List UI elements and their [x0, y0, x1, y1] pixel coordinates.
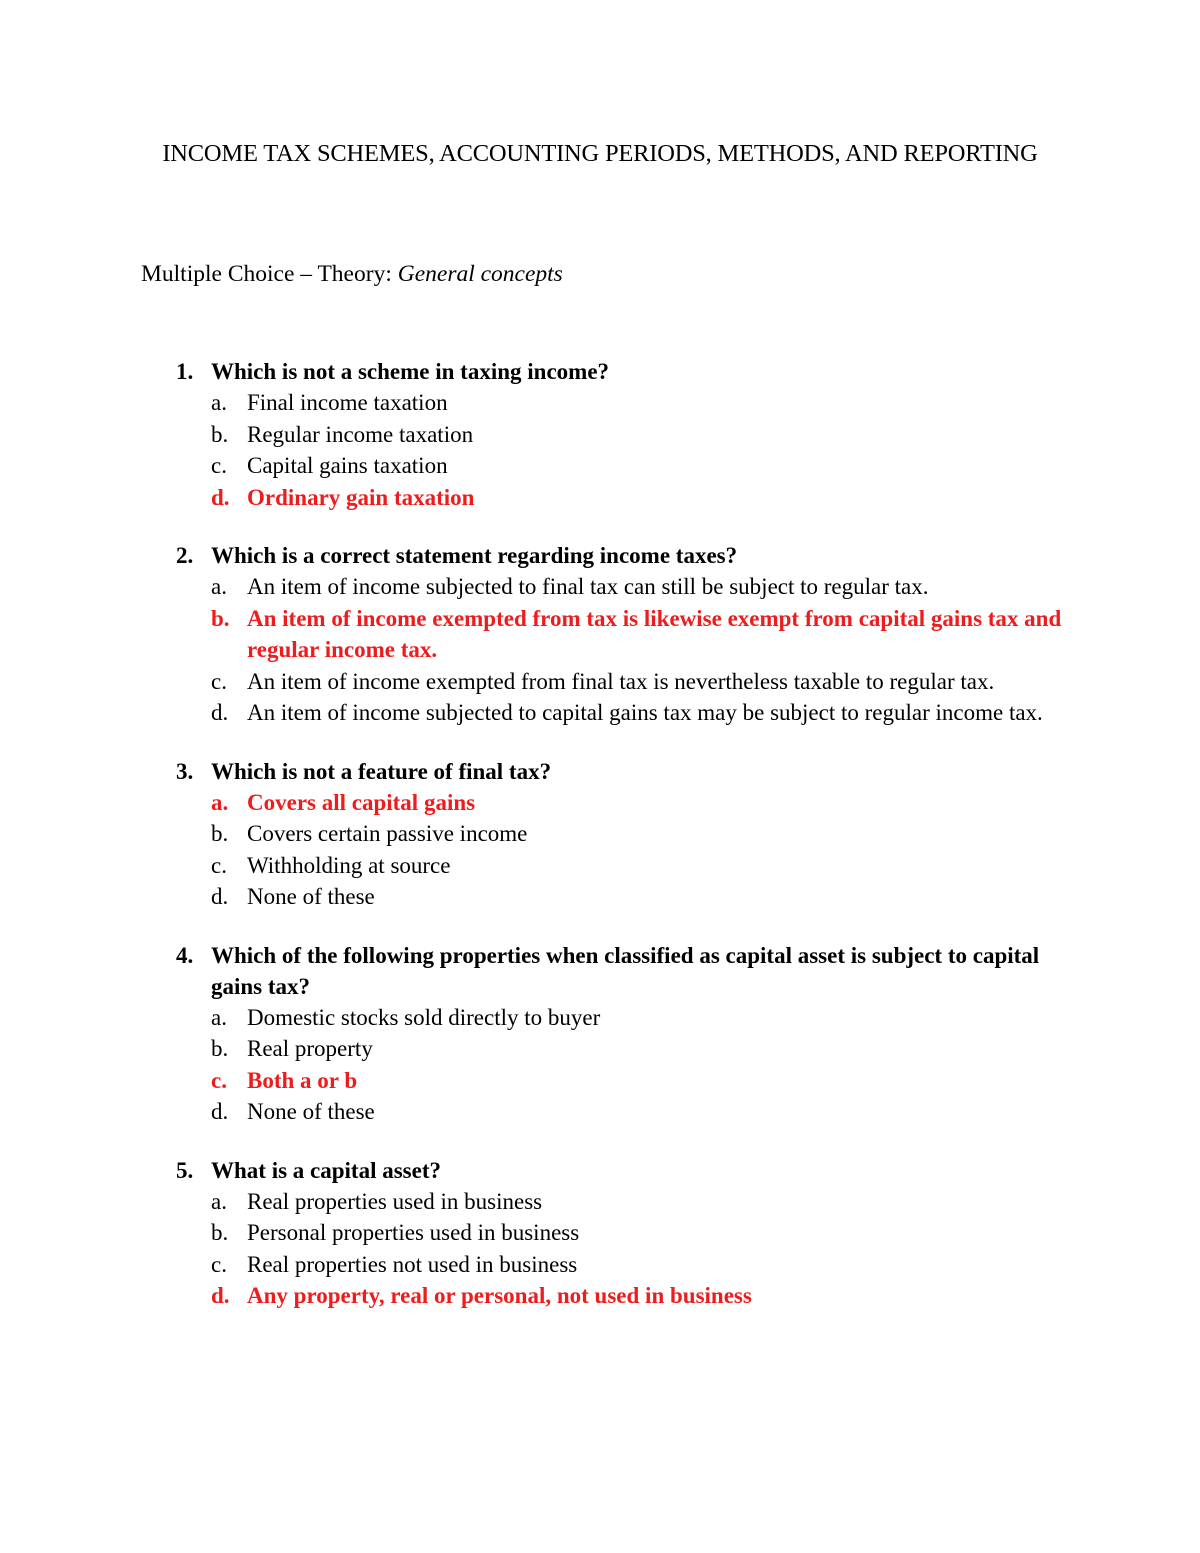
choice-text: Personal properties used in business [247, 1220, 580, 1245]
answer-choice [211, 1186, 1066, 1218]
choice-list [211, 387, 1066, 513]
choice-text: Covers certain passive income [247, 821, 528, 846]
choice-text: Domestic stocks sold directly to buyer [247, 1004, 601, 1030]
choice-text: Withholding at source [247, 852, 451, 878]
correct-answer-choice [211, 1280, 1066, 1312]
choice-text: Real properties used in business [247, 1188, 543, 1214]
answer-choice [211, 818, 1066, 850]
answer-choice [211, 1249, 1066, 1281]
document-title: INCOME TAX SCHEMES, ACCOUNTING PERIODS, METHODS, AND REPORTING [162, 140, 1038, 167]
choice-letter: a. [211, 789, 229, 815]
choice-list [211, 787, 1066, 913]
question-text: What is a capital asset? [211, 1157, 441, 1183]
answer-choice [211, 387, 1066, 419]
choice-letter: d. [211, 1283, 230, 1308]
answer-choice [211, 697, 1066, 729]
choice-letter: c. [211, 453, 227, 478]
choice-letter: b. [211, 605, 230, 631]
question-stem [176, 356, 1066, 387]
answer-choice [211, 1002, 1066, 1034]
choice-letter: b. [211, 1036, 229, 1061]
answer-choice [211, 419, 1066, 451]
choice-letter: d. [211, 884, 229, 909]
choice-text: Any property, real or personal, not used in business [247, 1283, 752, 1308]
choice-list [211, 571, 1066, 729]
choice-text: Covers all capital gains [247, 789, 476, 815]
choice-text: Real property [247, 1036, 373, 1061]
choice-letter: a. [211, 1188, 227, 1214]
question-list [176, 356, 1066, 1339]
question-text: Which is not a scheme in taxing income? [211, 359, 610, 384]
choice-letter: b. [211, 1220, 229, 1245]
choice-text: Real properties not used in business [247, 1251, 578, 1277]
question-text: Which is a correct statement regarding income taxes? [211, 543, 738, 568]
question-text: Which of the following properties when classified as capital asset is subject to capital gains tax? [211, 942, 1040, 999]
choice-text: An item of income exempted from final tax is nevertheless taxable to regular tax. [247, 668, 995, 694]
question-number: 2. [176, 543, 194, 568]
choice-text: An item of income exempted from tax is likewise exempt from capital gains tax and regular income tax. [247, 605, 1062, 662]
choice-text: Capital gains taxation [247, 453, 448, 478]
question-stem [176, 940, 1066, 1002]
section-prefix: Multiple Choice – Theory: [141, 261, 398, 287]
choice-letter: d. [211, 484, 230, 510]
choice-text: An item of income subjected to capital gains tax may be subject to regular income tax. [247, 700, 1043, 725]
question-number: 5. [176, 1157, 194, 1183]
choice-letter: a. [211, 1004, 227, 1030]
choice-text: Both a or b [247, 1067, 358, 1093]
choice-letter: c. [211, 852, 227, 878]
question-item [176, 540, 1066, 729]
choice-text: Final income taxation [247, 390, 448, 415]
choice-letter: d. [211, 700, 229, 725]
choice-letter: b. [211, 821, 229, 846]
correct-answer-choice [211, 482, 1066, 514]
answer-choice [211, 666, 1066, 698]
question-item [176, 756, 1066, 913]
choice-letter: d. [211, 1099, 229, 1124]
answer-choice [211, 1033, 1066, 1065]
question-text: Which is not a feature of final tax? [211, 758, 552, 784]
question-item [176, 1155, 1066, 1312]
question-stem [176, 540, 1066, 571]
choice-list [211, 1186, 1066, 1312]
choice-letter: c. [211, 1067, 227, 1093]
choice-text: None of these [247, 884, 375, 909]
choice-text: An item of income subjected to final tax can still be subject to regular tax. [247, 574, 929, 599]
section-heading [141, 259, 563, 290]
correct-answer-choice [211, 603, 1066, 666]
choice-letter: c. [211, 1251, 227, 1277]
correct-answer-choice [211, 787, 1066, 819]
choice-list [211, 1002, 1066, 1128]
question-item [176, 940, 1066, 1128]
choice-text: Ordinary gain taxation [247, 484, 475, 510]
correct-answer-choice [211, 1065, 1066, 1097]
choice-letter: a. [211, 574, 227, 599]
answer-choice [211, 1217, 1066, 1249]
question-number: 3. [176, 758, 194, 784]
answer-choice [211, 450, 1066, 482]
choice-letter: b. [211, 421, 229, 447]
answer-choice [211, 1096, 1066, 1128]
choice-letter: c. [211, 668, 227, 694]
choice-letter: a. [211, 390, 227, 415]
question-item [176, 356, 1066, 513]
question-stem [176, 1155, 1066, 1186]
question-number: 4. [176, 942, 194, 968]
section-topic: General concepts [397, 261, 563, 287]
choice-text: None of these [247, 1099, 375, 1124]
choice-text: Regular income taxation [247, 421, 474, 447]
question-number: 1. [176, 359, 194, 384]
answer-choice [211, 850, 1066, 882]
answer-choice [211, 571, 1066, 603]
question-stem [176, 756, 1066, 787]
answer-choice [211, 881, 1066, 913]
